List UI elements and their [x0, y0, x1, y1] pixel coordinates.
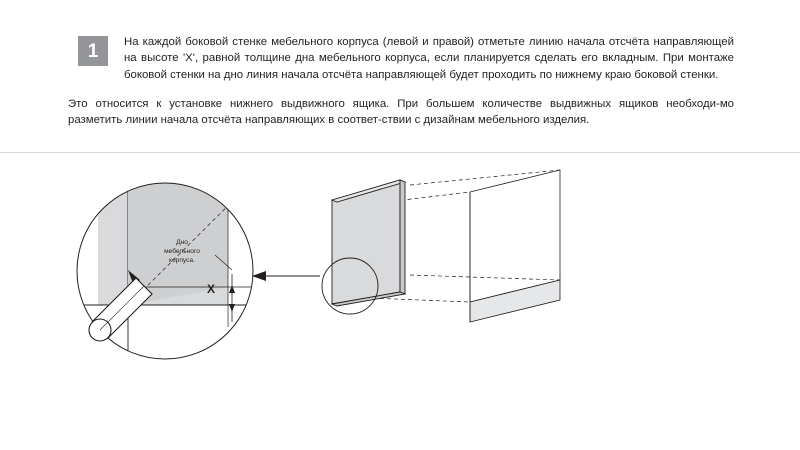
- instruction-block: [124, 34, 734, 83]
- side-panel-board: [332, 180, 405, 306]
- instruction-primary-text: На каждой боковой стенке мебельного корпуса (левой и правой) отметьте линию начала отсчёта направляющей на высоте 'Х', равной толщине дна мебельного корпуса, если планируется сделать его вкладным. При монтаже боковой стенки на дно линия начала отсчёта направляющей будет проходить по нижнему краю боковой стенки.: [124, 36, 734, 81]
- callout-label-line3: корпуса.: [169, 257, 195, 264]
- callout-label-line2: мебельного: [164, 248, 200, 255]
- callout-arrow: [252, 271, 320, 281]
- instruction-secondary-text: Это относится к установке нижнего выдвижного ящика. При большем количестве выдвижных ящиков необходи-мо разметить линии начала отсчёта направляющих в соответ-ствии с дизайнам мебельного изделия.: [68, 98, 734, 127]
- dimension-x-label: X: [207, 282, 216, 296]
- magnified-detail: [60, 170, 270, 372]
- assembly-diagram: [0, 152, 800, 450]
- callout-label-line1: Дно: [176, 239, 188, 246]
- step-number-badge: 1: [78, 36, 108, 66]
